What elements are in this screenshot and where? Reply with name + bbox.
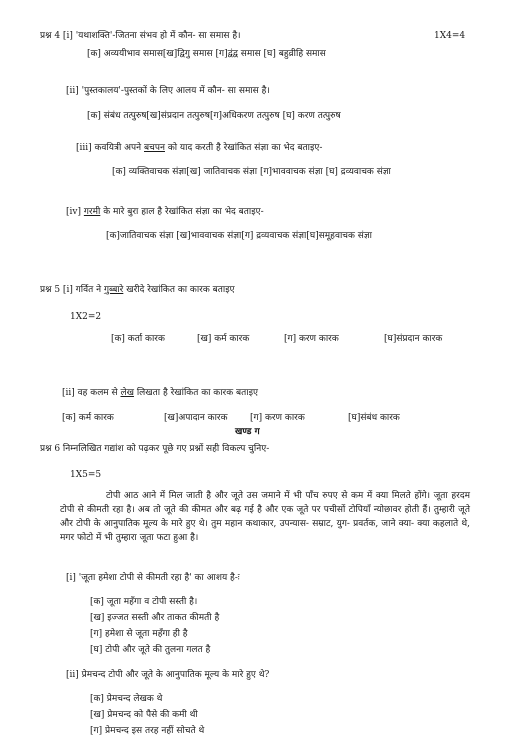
q5-heading [40, 285, 235, 296]
q6-i-option-c: [ग] हमेशा से जूता महँगा ही है [90, 629, 188, 639]
q5-i-option-a: [क] कर्ता कारक [111, 334, 165, 344]
q5-heading-text: प्रश्न 5 [i] गर्वित ने [40, 285, 104, 295]
q5-ii-option-c: [ग] करण कारक [250, 413, 305, 423]
q6-passage: टोपी आठ आने में मिल जाती है और जूते उस जमाने में भी पाँच रुपए से कम में क्या मिलते होंगे। जूता हरदम टोपी से कीमती रहा है। अब तो जूते की कीमत और बढ़ गई है और एक जूते पर पचीसों टोपियाँ न्योछावर होती हैं। तुम्हारी जूते और टोपी के आनुपातिक मूल्य के मारे हुए थे। तुम महान कथाकार, उपन्यास- सम्राट, युग- प्रवर्तक, जाने क्या- क्या कहलाते थे, मगर फोटो में भी तुम्हारा जूता फटा हुआ है। [60, 491, 470, 543]
q4-iii-question-text-end: को याद करती है रेखांकित संज्ञा का भेद बताइए- [164, 143, 323, 153]
q5-i-option-d: [घ]संप्रदान कारक [384, 334, 443, 344]
q4-ii-options: [क] संबंध तत्पुरुष[ख]संप्रदान तत्पुरुष[ग]अधिकरण तत्पुरुष [घ] करण तत्पुरुष [87, 111, 341, 121]
q4-i-options: [क] अव्ययीभाव समास[ख]द्विगु समास [ग]द्वंद्व समास [घ] बहुव्रीहि समास [87, 49, 326, 59]
q4-iv-underlined-word: गरमी [83, 207, 101, 217]
q6-ii-option-b: [ख] प्रेमचन्द को पैसे की कमी थी [90, 710, 198, 720]
q4-iv-question-text-end: के मारे बुरा हाल है रेखांकित संज्ञा का भेद बताइए- [100, 207, 264, 217]
q5-marks: 1X2=2 [70, 312, 102, 322]
q5-ii-option-b: [ख]अपादान कारक [164, 413, 228, 423]
q4-iii-options: [क] व्यक्तिवाचक संज्ञा[ख] जातिवाचक संज्ञा [ग]भाववाचक संज्ञा [घ] द्रव्यवाचक संज्ञा [112, 167, 391, 177]
q6-marks: 1X5=5 [70, 470, 102, 480]
section-heading: खण्ड ग [235, 427, 260, 437]
q6-i-option-d: [घ] टोपी और जूते की तुलना गलत है [90, 645, 211, 655]
q5-i-option-c: [ग] करण कारक [284, 334, 339, 344]
q4-iv-question [66, 207, 264, 218]
q5-ii-underlined-word: लेख [120, 388, 134, 398]
q4-iii-underlined-word: बचपन [144, 143, 165, 153]
q5-heading-text-end: खरीदे रेखांकित का कारक बताइए [123, 285, 235, 295]
q6-heading: प्रश्न 6 निम्नलिखित गद्यांश को पढ़कर पूछे गए प्रश्नों सही विकल्प चुनिए- [40, 444, 270, 454]
q6-ii-question: [ii] प्रेमचन्द टोपी और जूते के आनुपातिक मूल्य के मारे हुए थे? [66, 670, 270, 680]
q4-marks: 1X4=4 [434, 31, 466, 41]
q6-ii-option-a: [क] प्रेमचन्द लेखक थे [90, 694, 163, 704]
q5-underlined-word: गुब्बारे [103, 285, 124, 295]
q6-i-option-a: [क] जूता महँगा व टोपी सस्ती है। [90, 597, 198, 607]
q5-i-option-b: [ख] कर्म कारक [197, 334, 250, 344]
q4-iii-question [76, 143, 322, 154]
q5-ii-question-text: [ii] वह कलम से [62, 388, 121, 398]
q5-ii-question-text-end: लिखता है रेखांकित का कारक बताइए [133, 388, 258, 398]
q5-ii-option-d: [घ]संबंध कारक [348, 413, 400, 423]
q6-i-option-b: [ख] इज्जत सस्ती और ताकत कीमती है [90, 613, 220, 623]
q4-iv-question-text: [iv] [66, 207, 84, 217]
q4-heading: प्रश्न 4 [i] 'यथाशक्ति'-जितना संभव हो में कौन- सा समास है। [40, 31, 241, 41]
q4-iii-question-text: [iii] कवयित्री अपने [76, 143, 144, 153]
q5-ii-question [62, 388, 258, 399]
q6-ii-option-c: [ग] प्रेमचन्द इस तरह नहीं सोचते थे [90, 726, 205, 736]
q6-i-question: [i] 'जूता हमेशा टोपी से कीमती रहा है' का आशय है-ः [66, 573, 240, 583]
q4-iv-options: [क]जातिवाचक संज्ञा [ख]भाववाचक संज्ञा[ग] द्रव्यवाचक संज्ञा[घ]समूहवाचक संज्ञा [106, 231, 372, 241]
q4-ii-question: [ii] 'पुस्तकालय'-पुस्तकों के लिए आलय में कौन- सा समास है। [66, 86, 270, 96]
q5-ii-option-a: [क] कर्म कारक [62, 413, 114, 423]
